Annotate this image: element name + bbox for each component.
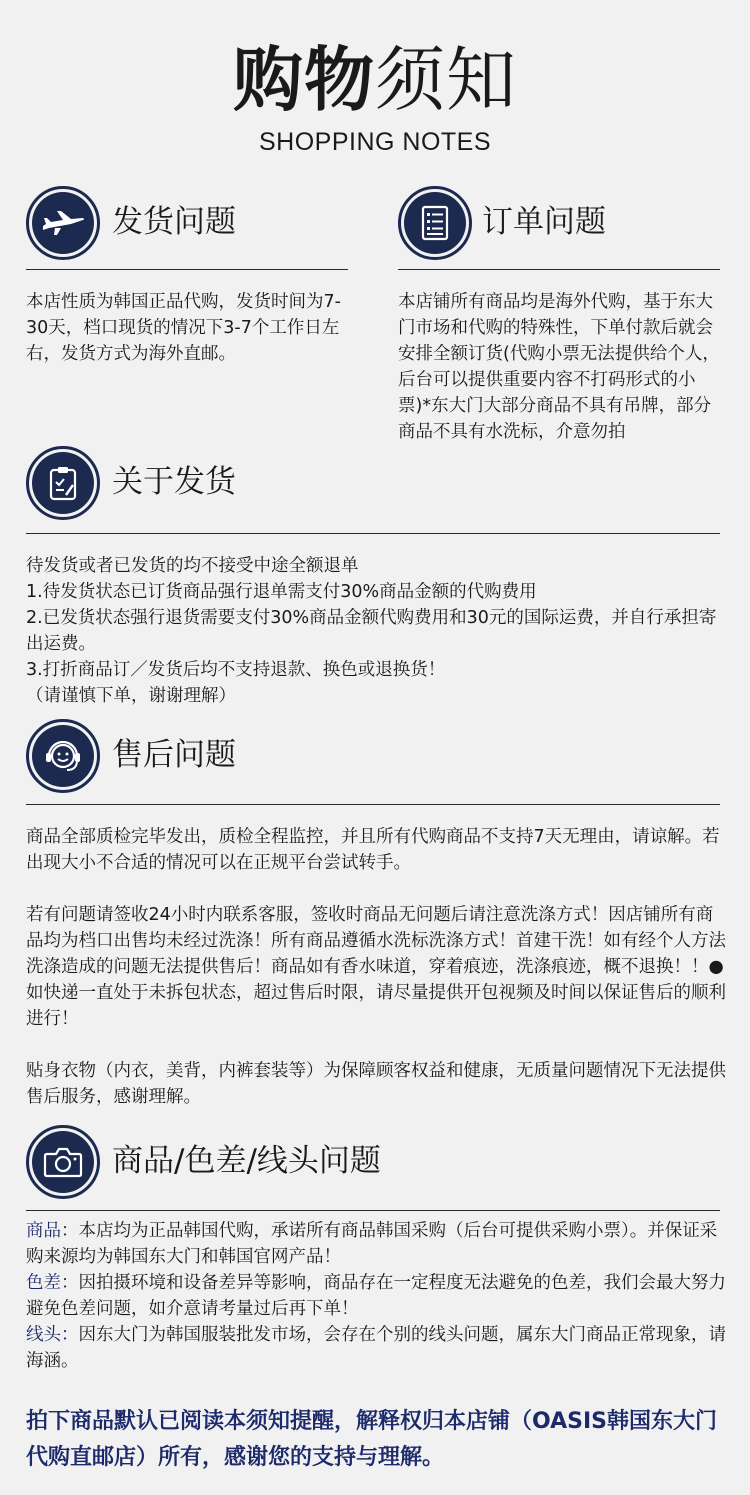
page-title [0,40,750,120]
product-item-text: 本店均为正品韩国代购，承诺所有商品韩国采购（后台可提供采购小票）。并保证采购来源均为韩国东大门和韩国官网产品！ [26,1221,718,1267]
shipping-section-icon [26,186,100,260]
shipping-divider [26,269,348,270]
after-sales-paragraph: 贴身衣物（内衣，美背，内裤套装等）为保障顾客权益和健康，无质量问题情况下无法提供售后服务，感谢理解。 [26,1061,726,1107]
headset-support-icon [43,736,83,776]
page-subtitle: SHOPPING NOTES [258,128,492,156]
about-shipping-line: 待发货或者已发货的均不接受中途全额退单 [26,556,359,576]
about-shipping-line: （请谨慎下单，谢谢理解） [26,686,236,706]
about-shipping-line: 1.待发货状态已订货商品强行退单需支付30%商品金额的代购费用 [26,582,537,602]
product-item-label: 色差： [26,1273,79,1293]
airplane-icon [41,208,85,238]
page-title-light: 须知 [375,39,517,121]
about-shipping-line: 2.已发货状态强行退货需要支付30%商品金额代购费用和30元的国际运费，并自行承担寄出运费。 [26,608,717,654]
product-section-title: 商品/色差/线头问题 [112,1143,381,1179]
footer-note: 拍下商品默认已阅读本须知提醒，解释权归本店铺（OASIS韩国东大门代购直邮店）所有，感谢您的支持与理解。 [26,1409,718,1470]
product-item-text: 因东大门为韩国服装批发市场，会存在个别的线头问题，属东大门商品正常现象，请海涵。 [26,1325,726,1371]
order-divider [398,269,720,270]
product-item [26,1218,730,1270]
product-divider [26,1210,720,1211]
product-item [26,1270,730,1322]
after-sales-paragraph: 商品全部质检完毕发出，质检全程监控，并且所有代购商品不支持7天无理由，请谅解。若出现大小不合适的情况可以在正规平台尝试转手。 [26,827,720,873]
after-sales-paragraph: 若有问题请签收24小时内联系客服，签收时商品无问题后请注意洗涤方式！因店铺所有商品均为档口出售均未经过洗涤！所有商品遵循水洗标洗涤方式！首建干洗！如有经个人方法洗涤造成的问题无法提供售后！商品如有香水味道，穿着痕迹，洗涤痕迹，概不退换！！● 如快递一直处于未拆包状态，超过售后时限，请尽量提供开包视频及时间以保证售后的顺利进行！ [26,905,726,1029]
shipping-section-title: 发货问题 [112,204,236,240]
after-sales-section-icon [26,719,100,793]
product-item-label: 线头： [26,1325,79,1345]
product-body [26,1218,730,1374]
about-shipping-divider [26,533,720,534]
product-section-icon [26,1125,100,1199]
clipboard-icon [48,465,78,501]
about-shipping-body [26,553,726,709]
order-section-title: 订单问题 [482,204,606,240]
about-shipping-section-icon [26,446,100,520]
product-item-text: 因拍摄环境和设备差异等影响，商品存在一定程度无法避免的色差，我们会最大努力避免色差问题，如介意请考量过后再下单！ [26,1273,726,1319]
shipping-body: 本店性质为韩国正品代购，发货时间为7-30天，档口现货的情况下3-7个工作日左右，发货方式为海外直邮。 [26,292,341,364]
order-section-icon [398,186,472,260]
product-item [26,1322,730,1374]
about-shipping-section-title: 关于发货 [112,464,236,500]
after-sales-divider [26,804,720,805]
camera-icon [43,1145,83,1179]
after-sales-section-title: 售后问题 [112,737,236,773]
about-shipping-line: 3.打折商品订／发货后均不支持退款、换色或退换货！ [26,660,446,680]
document-icon [420,205,450,241]
order-body: 本店铺所有商品均是海外代购，基于东大门市场和代购的特殊性，下单付款后就会安排全额订货(代购小票无法提供给个人，后台可以提供重要内容不打码形式的小票)*东大门大部分商品不具有吊牌，部分商品不具有水洗标，介意勿拍 [398,292,720,442]
page-title-bold: 购物 [233,39,375,121]
product-item-label: 商品： [26,1221,79,1241]
